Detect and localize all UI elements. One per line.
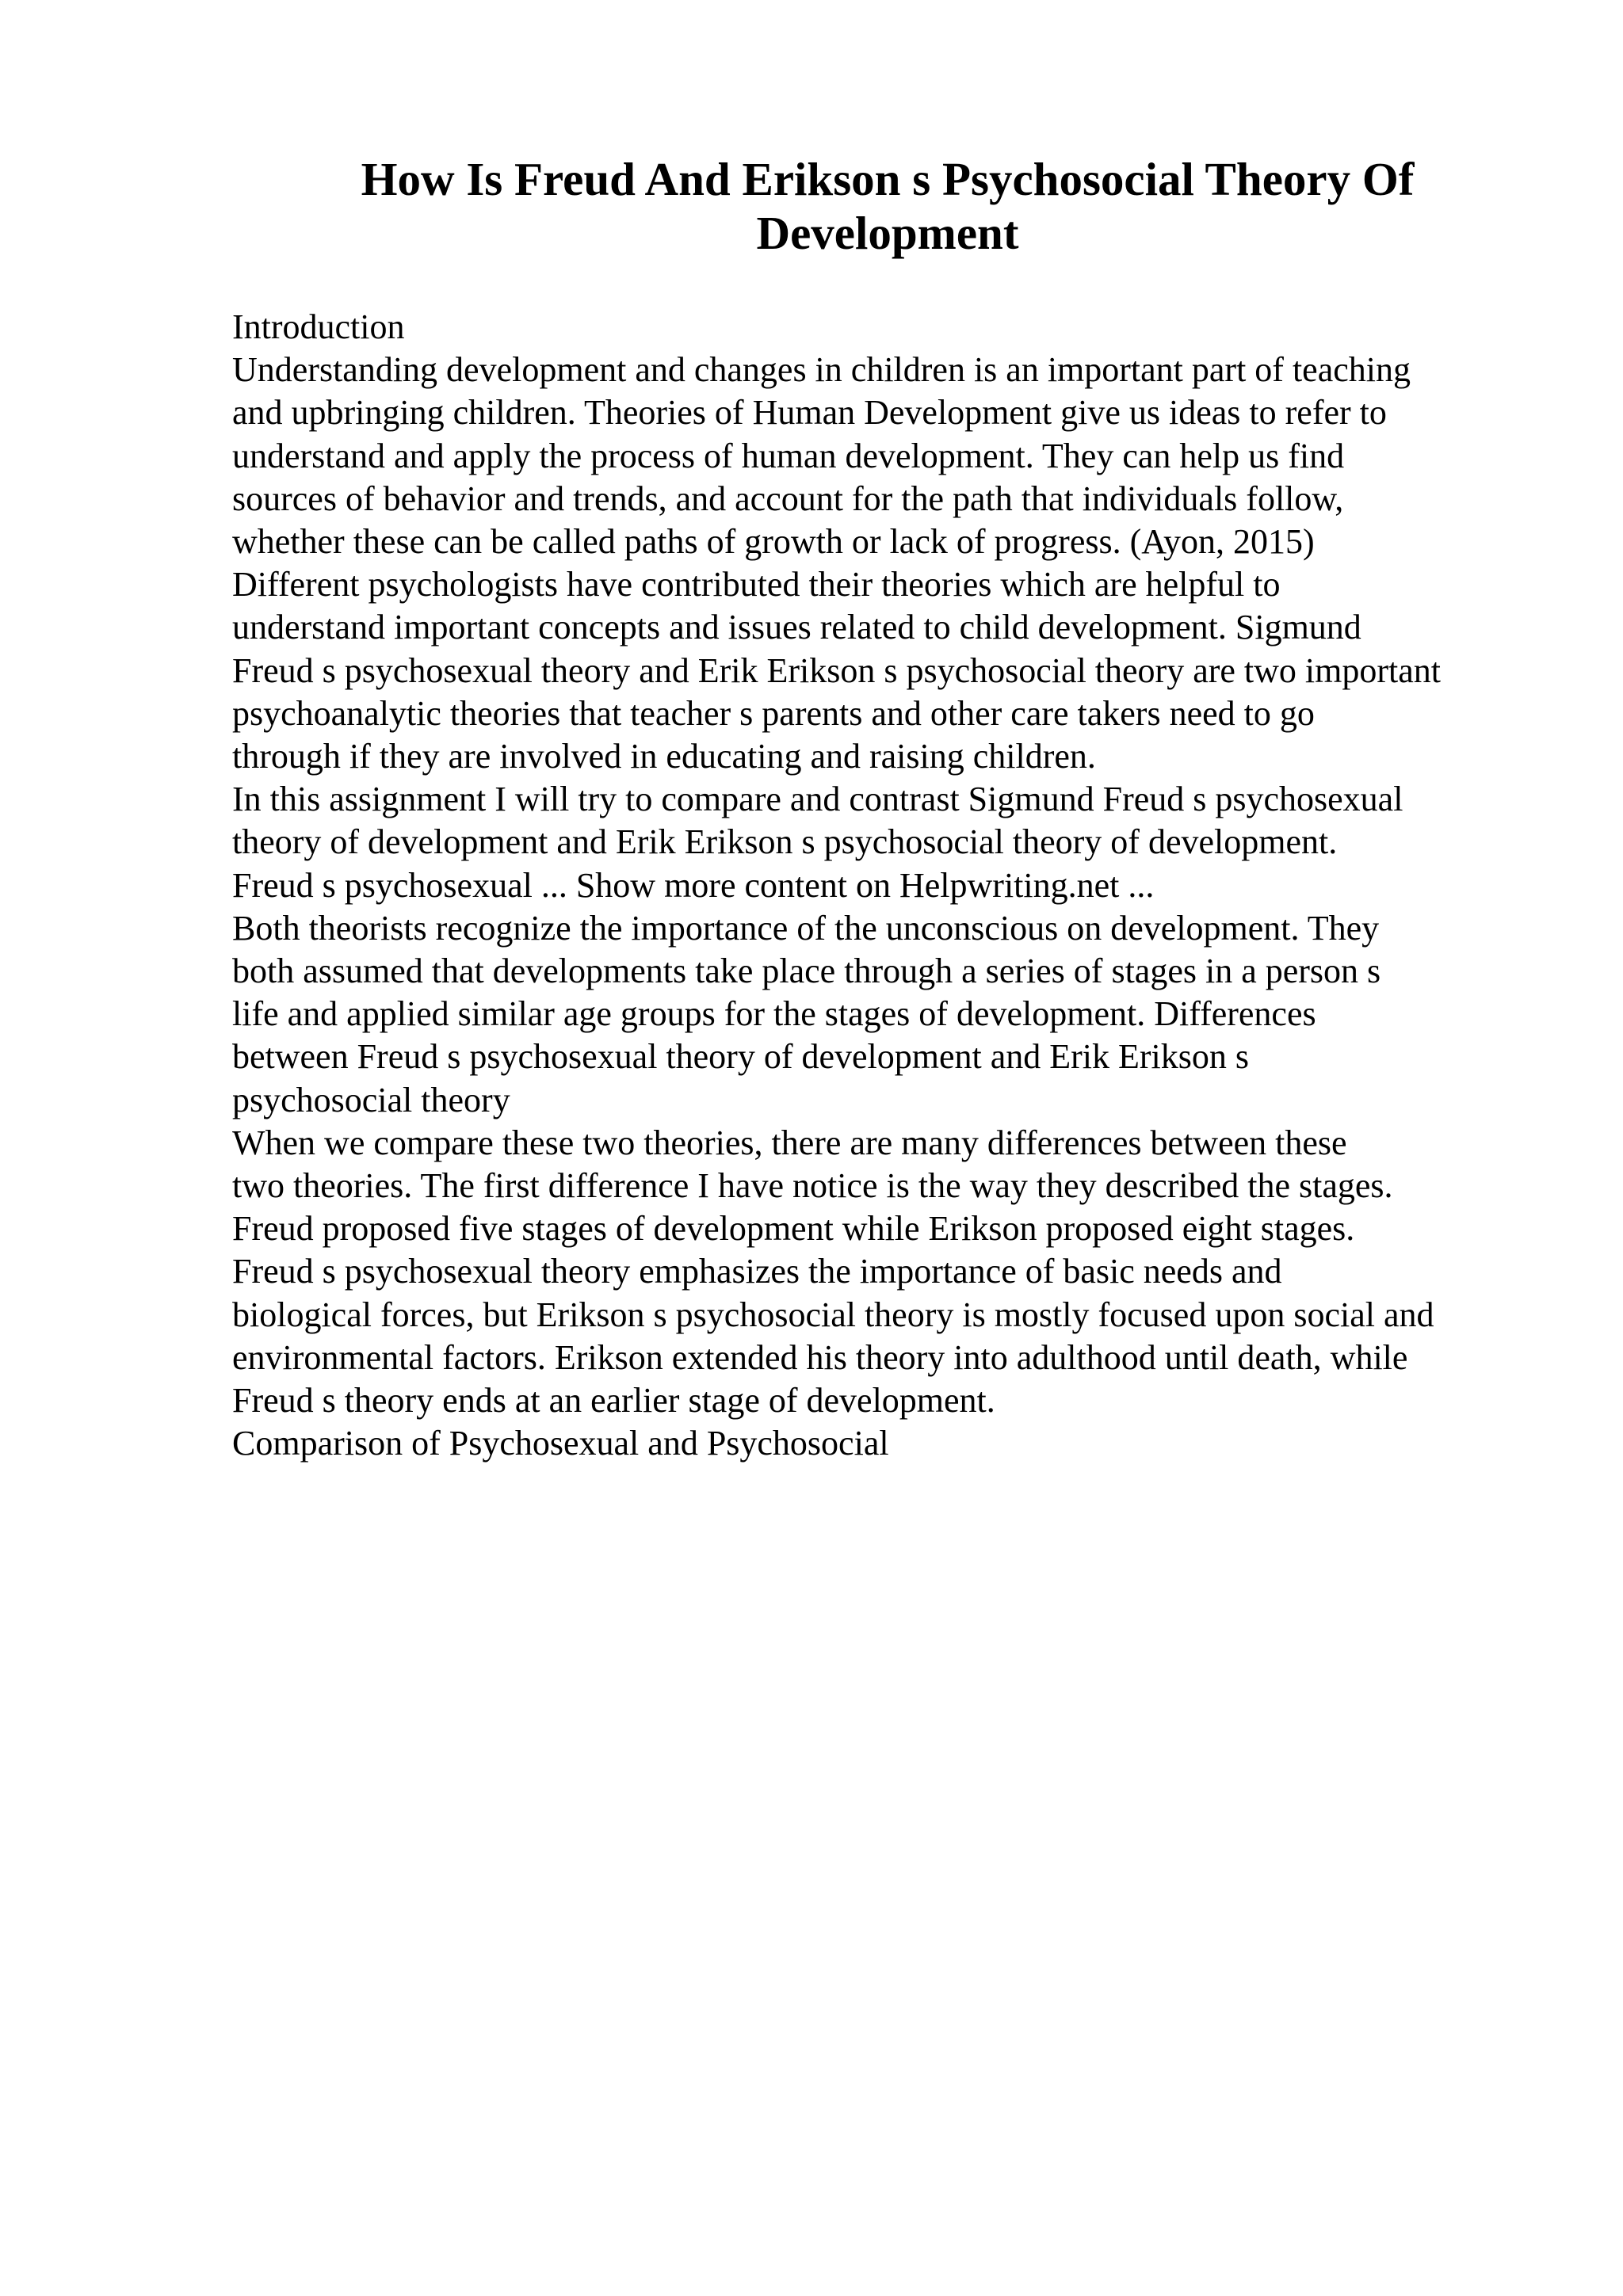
body-line: Both theorists recognize the importance of the unconscious on development. They [232,908,1380,948]
section-heading-comparison: Comparison of Psychosexual and Psychosocial [232,1424,889,1463]
body-line: understand important concepts and issues related to child development. Sigmund [232,608,1361,647]
body-line: biological forces, but Erikson s psychosocial theory is mostly focused upon social and [232,1295,1434,1334]
document-title [238,152,1537,260]
body-line: Freud s theory ends at an earlier stage of development. [232,1381,995,1421]
body-line: Understanding development and changes in children is an important part of teaching [232,350,1411,390]
body-line: two theories. The first difference I have notice is the way they described the stages. [232,1166,1393,1206]
body-line: Freud s psychosexual theory emphasizes the importance of basic needs and [232,1252,1282,1291]
body-line: both assumed that developments take place through a series of stages in a person s [232,952,1381,991]
title-line: Development [756,207,1019,259]
body-line: psychosocial theory [232,1080,510,1119]
body-line: whether these can be called paths of growth or lack of progress. (Ayon, 2015) [232,522,1315,562]
body-line: through if they are involved in educating and raising children. [232,737,1096,776]
body-line: understand and apply the process of human development. They can help us find [232,436,1345,475]
body-line: When we compare these two theories, there are many differences between these [232,1123,1347,1162]
document-body [232,306,1579,1465]
body-line: life and applied similar age groups for the stages of development. Differences [232,994,1316,1034]
body-line: environmental factors. Erikson extended his theory into adulthood until death, while [232,1337,1408,1377]
body-line: Different psychologists have contributed their theories which are helpful to [232,565,1281,605]
body-line: theory of development and Erik Erikson s psychosocial theory of development. [232,822,1338,862]
body-line: sources of behavior and trends, and account for the path that individuals follow, [232,479,1344,518]
body-line: Freud proposed five stages of development while Erikson proposed eight stages. [232,1209,1355,1249]
body-line: In this assignment I will try to compare and contrast Sigmund Freud s psychosexual [232,780,1403,819]
title-line: How Is Freud And Erikson s Psychosocial Theory Of [361,153,1415,205]
body-line-show-more: Freud s psychosexual ... Show more content on Helpwriting.net ... [232,865,1155,905]
body-line: and upbringing children. Theories of Human Development give us ideas to refer to [232,393,1387,433]
body-line: Freud s psychosexual theory and Erik Erikson s psychosocial theory are two important [232,650,1442,690]
body-line: psychoanalytic theories that teacher s parents and other care takers need to go [232,693,1315,733]
body-line: between Freud s psychosexual theory of development and Erik Erikson s [232,1037,1250,1077]
section-heading-introduction: Introduction [232,307,405,346]
